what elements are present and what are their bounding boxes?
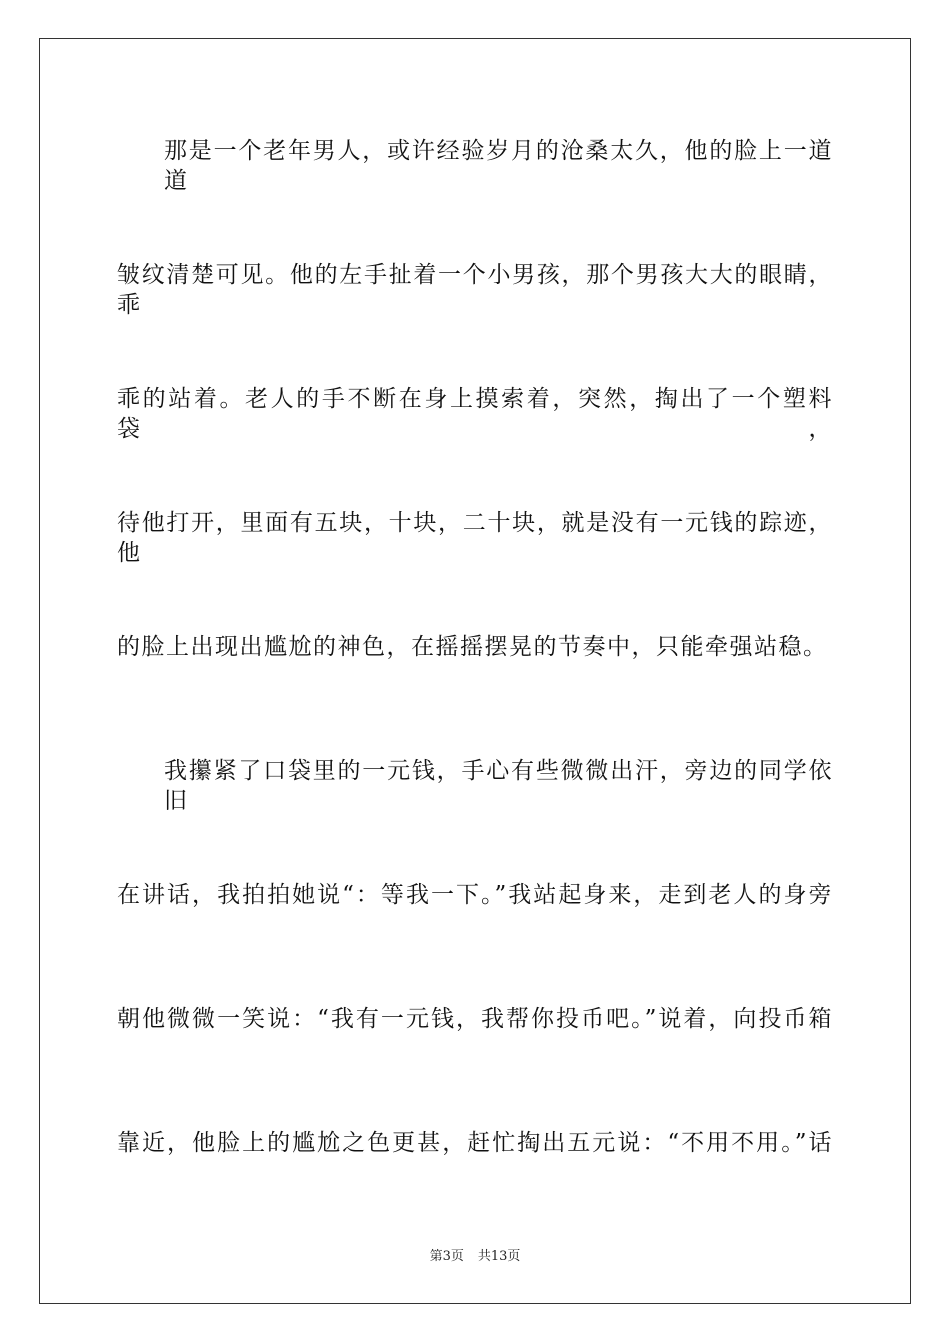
paragraph-1-line-4: 待他打开，里面有五块，十块，二十块，就是没有一元钱的踪迹，他 <box>117 510 833 566</box>
paragraph-2-line-3: 朝他微微一笑说：“我有一元钱，我帮你投币吧。”说着，向投币箱 <box>117 1006 833 1032</box>
paragraph-2-line-1: 我攥紧了口袋里的一元钱，手心有些微微出汗，旁边的同学依旧 <box>164 758 833 814</box>
page-footer <box>0 1248 950 1266</box>
paragraph-2-line-2: 在讲话，我拍拍她说“：等我一下。”我站起身来，走到老人的身旁 <box>117 882 833 908</box>
paragraph-1-line-2: 皱纹清楚可见。他的左手扯着一个小男孩，那个男孩大大的眼睛，乖 <box>117 262 833 318</box>
paragraph-1-line-5: 的脸上出现出尴尬的神色，在摇摇摆晃的节奏中，只能牵强站稳。 <box>117 634 828 660</box>
page-number: 第3页 <box>429 1249 464 1264</box>
paragraph-1-line-1: 那是一个老年男人，或许经验岁月的沧桑太久，他的脸上一道道 <box>164 138 833 194</box>
page-frame <box>39 38 911 1304</box>
paragraph-1-line-3: 乖的站着。老人的手不断在身上摸索着，突然，掏出了一个塑料袋， <box>117 386 833 442</box>
total-pages: 共13页 <box>477 1249 521 1264</box>
paragraph-2-line-4: 靠近，他脸上的尴尬之色更甚，赶忙掏出五元说：“不用不用。”话 <box>117 1130 833 1156</box>
